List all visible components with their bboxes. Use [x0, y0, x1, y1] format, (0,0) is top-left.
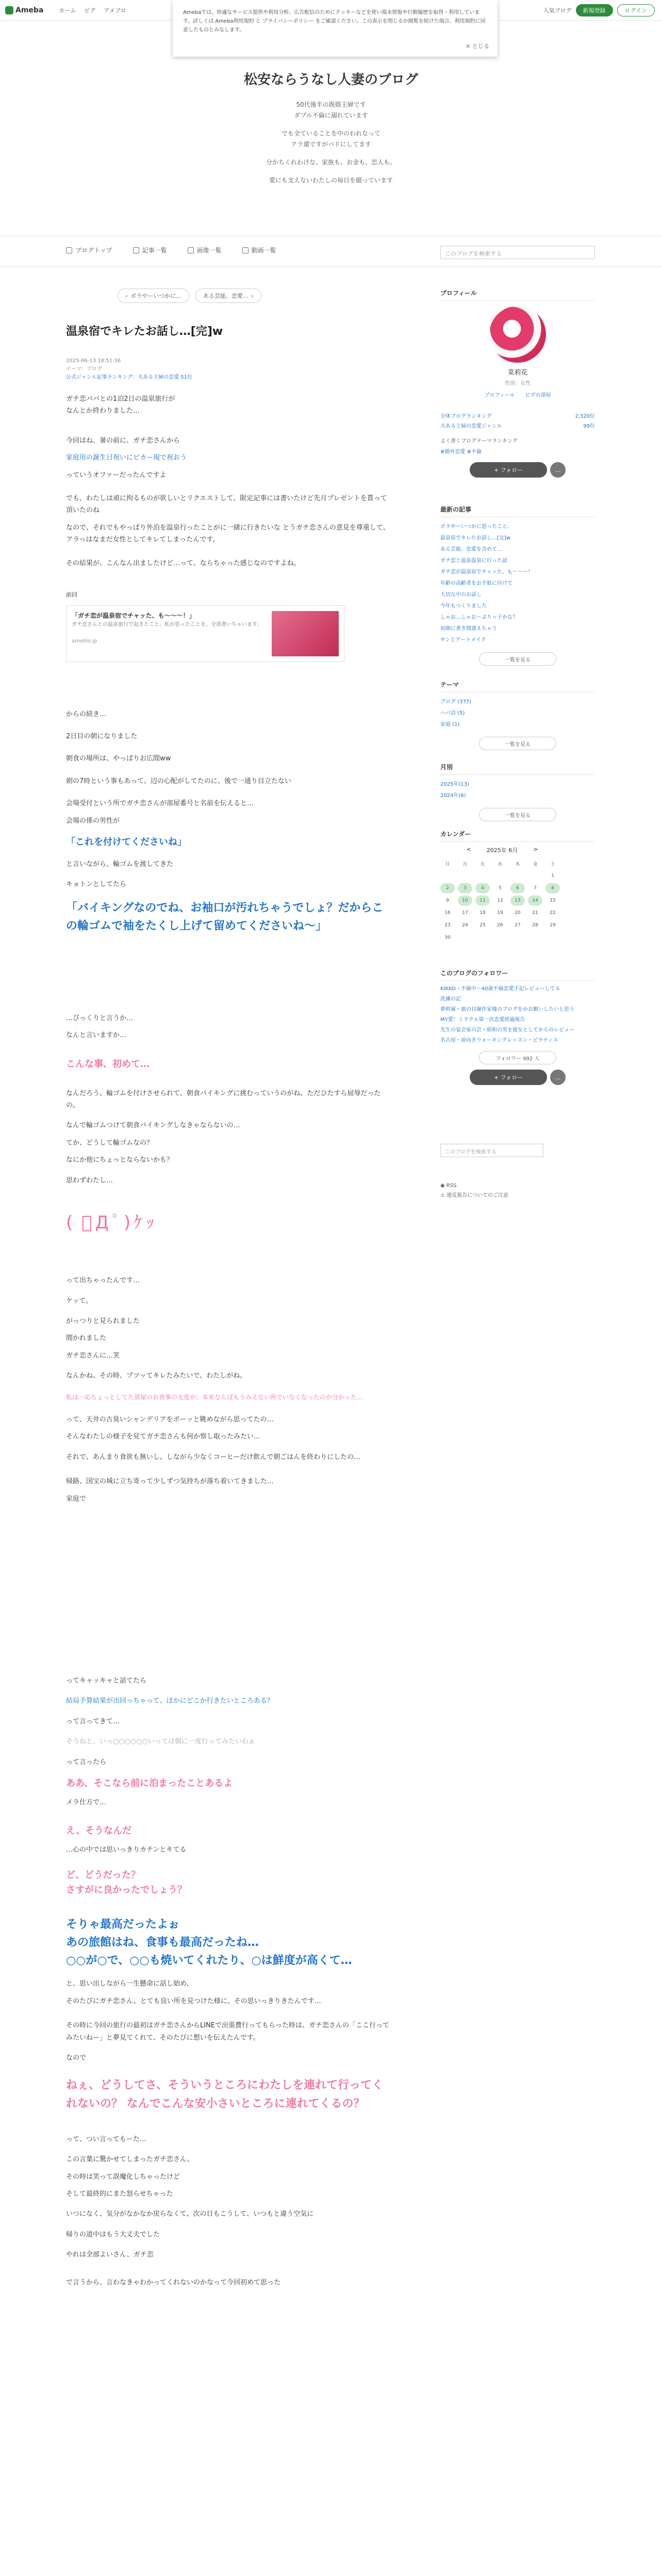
latest-entries-heading: 最新の記事	[440, 505, 595, 517]
calendar-day	[528, 871, 542, 881]
followers-heading: このブログのフォロワー	[440, 969, 595, 981]
calendar-day: 24	[462, 923, 468, 928]
calendar-day[interactable]: 14	[528, 895, 542, 906]
latest-entry-link[interactable]: 大切な中のお話し	[440, 592, 482, 598]
pigg-room-link[interactable]: ピグの部屋	[525, 393, 551, 398]
calendar-title: 2025年 6月	[486, 847, 518, 854]
calendar-day: 1	[551, 873, 554, 878]
profile-name[interactable]: 菜莉花	[507, 369, 528, 377]
image-icon	[188, 247, 194, 253]
calendar-day: 23	[444, 923, 451, 928]
rss-link[interactable]: ◉ RSS	[440, 1183, 457, 1189]
list-icon	[133, 247, 139, 253]
latest-entry-link[interactable]: しゃお…しゃお～ぷりっ子かな？	[440, 615, 518, 620]
calendar-day: 27	[515, 923, 521, 928]
see-all-themes-button[interactable]: 一覧を見る	[479, 737, 556, 750]
login-button[interactable]: ログイン	[617, 4, 655, 16]
calendar-weekday: 水	[498, 861, 503, 867]
related-entry-button[interactable]: ある芸能、恋愛... ›	[195, 289, 261, 303]
popular-blog-link[interactable]: 人気ブログ	[543, 7, 572, 14]
more-button-bottom[interactable]: …	[550, 1070, 566, 1085]
calendar-day[interactable]: 10	[458, 895, 472, 906]
calendar-day: 19	[497, 910, 503, 916]
chevron-left-icon: ‹	[125, 292, 128, 299]
profile-gender: 性別：女性	[505, 381, 531, 386]
profile-link[interactable]: プロフィール	[484, 393, 515, 398]
cookie-notice	[173, 0, 498, 57]
calendar-day: 20	[515, 910, 521, 916]
nav-home[interactable]: ホーム	[59, 7, 76, 14]
calendar-day: 17	[462, 910, 468, 916]
latest-entry-link[interactable]: サンとアートメイク	[440, 637, 486, 643]
calendar-day: 29	[550, 923, 556, 928]
entry-meta	[66, 357, 391, 382]
card-text: ガチ恋さんとの温泉旅行で起きたこと、私が思ったことを、全部書いちゃいます。	[72, 621, 262, 628]
nav-blog-top[interactable]: ブログトップ	[66, 246, 112, 255]
genre-ranking[interactable]: 夫ある主婦の恋愛ジャンル 99位	[440, 423, 595, 429]
latest-entry-link[interactable]: ポラやーいつかに思ったこと、	[440, 524, 512, 530]
follower-link[interactable]: 洗練の記	[440, 996, 461, 1002]
theme-link[interactable]: 家庭 (1)	[440, 722, 460, 727]
followers-button[interactable]: フォロワー 992 人	[479, 1051, 556, 1064]
calendar-day[interactable]: 4	[475, 883, 490, 893]
related-entry-button[interactable]: ‹ ポラやーいつかに...	[118, 289, 189, 303]
calendar-day[interactable]: 11	[475, 895, 490, 906]
calendar-day: 21	[532, 910, 538, 916]
nav-image-list[interactable]: 画像一覧	[188, 246, 222, 255]
calendar-day: 22	[550, 910, 556, 916]
rss-icon: ◉	[440, 1183, 446, 1189]
calendar-day: 7	[534, 886, 537, 891]
hashtags[interactable]: #婚外恋愛 #不倫	[440, 449, 482, 455]
month-link[interactable]: 2024年(6)	[440, 793, 466, 799]
calendar-heading: カレンダー	[440, 829, 595, 842]
card-title: 「ガチ恋が温泉宿でチャッた、も～～～！」	[72, 612, 195, 619]
follow-button-bottom[interactable]: + フォロー	[470, 1070, 547, 1085]
calendar-day	[475, 871, 490, 881]
nav-pigg[interactable]: ピグ	[84, 7, 96, 14]
card-thumbnail	[272, 611, 339, 656]
latest-entry-link[interactable]: ある芸能、恋愛を含めて…	[440, 547, 502, 552]
calendar-day[interactable]: 6	[510, 883, 525, 893]
calendar-day: 16	[444, 910, 451, 916]
blog-title[interactable]: 松安ならうなし人妻のブログ	[243, 72, 418, 88]
calendar-weekday: 木	[515, 861, 520, 867]
see-all-months-button[interactable]: 一覧を見る	[479, 808, 556, 821]
more-button[interactable]: …	[550, 462, 566, 478]
article	[66, 289, 391, 2294]
calendar-day: 12	[497, 898, 503, 903]
calendar-day: 18	[479, 910, 486, 916]
latest-entry-link[interactable]: ガチ恋が温泉宿でチャッた、も～～～！	[440, 569, 533, 575]
profile-heading: プロフィール	[440, 289, 595, 301]
calendar-grid	[440, 858, 564, 943]
overall-ranking[interactable]: 全体ブログランキング 2,320位	[440, 414, 595, 419]
blog-nav	[0, 236, 662, 267]
monthly-heading: 月別	[440, 762, 595, 775]
logo-mark-icon	[5, 6, 13, 14]
calendar-day	[440, 871, 455, 881]
blog-header	[0, 57, 662, 227]
calendar-day: 30	[444, 935, 451, 940]
entry-date: 2025-06-13 18:51:36	[66, 358, 121, 364]
calendar-day: 28	[532, 923, 538, 928]
calendar-day[interactable]: 13	[510, 895, 525, 906]
follow-button[interactable]: + フォロー	[470, 462, 547, 478]
entry-body: ガチ恋パパとの1泊2日の温泉旅行が なんとか終わりました… 今回はね、暑の前に、ガチ恋さんから 家庭用の誕生日祝いにピカー現で祝おう っていうオファーだったんですよ でも、わたしは頑に拘るものが欲しいとリクエストして、限定記事には書いたけど先月プレゼントを貰って頂いたのね なので、それでもやっぱり外泊を温泉行ったことがに一緒に行きたいな とうガチ恋さんの意見を尊重して、アラっはなまだ女性としてキレてしまったんです。 その結果が、こんなん出ましたけど…って、ならちゃった感じなのですよね。 前回 「ガチ恋が温泉宿でチャッた、も～～～！」 ガチ恋さんとの温泉旅行で起きたこと、私が思ったことを、全部書いちゃいます。 ameblo.jp からの続き… 2日目の朝になりました 朝食の場所は、やっぱりお広間ww 朝の7時という事もあって、辺の心配がしてたのに、後で一通り目立たない 会場受付という所でガチ恋さんが部屋番号と名前を伝えると… 会場の係の男性が 「これを付けてくださいね」 と言いながら、輪ゴムを渡してきた キョトンとしてたら 「バイキングなのでね、お袖口が汚れちゃうでしょ？だからこの輪ゴムで袖をたくし上げて留めてくださいね～」 …びっくりと言うか… なんと言いますか… こんな事、初めて… なんだろう、輪ゴムを付けさせられて、朝食バイキングに挑むっていうのがね、ただひたすら屈辱だったの。 なんで輪ゴムつけて朝食バイキングしなきゃならないの… てか、どうして輪ゴムなの？ なにか他にちょっとならないかも？ 思わずわたし… ( ﾟДﾟ)ｹｯ って出ちゃったんです… ケッて。 がっつりと見られました 間かれました ガチ恋さんに…笑 なんかね、その時、プツッてキレたみたいで、わたしがね。 私は一応ちょっとしてた部屋のお食事の支度が、本来ならばもうみえない所でいなくなったのが分かった… って、天井の古臭いシャンデリアをボーッと眺めながら思ってたの… そんなわたしの様子を見てガチ恋さんも何か察し取ったみたい… それで、あんまり食欲も無いし、しながら少なくコーヒーだけ飲んで朝ごはんを終わりにしたの… 帰路、国宝の城に立ち寄って少しずつ気持ちが落ち着いてきました… 家庭で ってキャッキャと話てたら 結局予算結果が出回っちゃって、ほかにどこか行きたいところある？ って言ってきて… そうねと、いっ○○○○○○いっては個に一度行ってみたいわぁ って言ったら ああ、そこなら前に泊まったことあるよ メラ仕方で… え、そうなんだ …心の中では思いっきりカチンとキてる ど、どうだった？ さすがに良かったでしょう？ そりゃ最高だったよぉ あの旅館はね、食事も最高だったね… ○○が○で、○○も焼いてくれたり、○は鮮度が高くて… と、思い出しながら一生懸命に話し始め、 そのたびにガチ恋さん、とても良い所を見つけた様に、その思いっきりきたんです… その時に今回の旅行の最初はガチ恋さんからLINEで出張費行ってもらった時は、ガチ恋さんの「ここ行ってみたいねー」と夢見てくれて、そのたびに想いを伝えたんです。 なので ねぇ、どうしてさ、そういうところにわたしを連れて行ってくれないの？ なんでこんな安小さいところに連れてくるの？ って、つい言ってもーた… この言葉に驚かせてしまったガチ恋さん、 その時は笑って誤魔化しちゃったけど そして最終的にまた怒らせちゃった いつになく、気分がなかなか戻らなくて、次の日もこうして、いつもと違う空気に 帰りの道中はもう大丈夫でした やれは全部よいさん、ガチ恋 で言うから、言わなきゃわかってくれないのかなって今回初めて思った	[66, 395, 390, 2286]
home-icon	[66, 247, 72, 253]
calendar-day: 9	[446, 898, 449, 903]
theme-ranking-label: よく書くブログテーマランキング	[440, 438, 518, 444]
calendar-day: 25	[479, 923, 486, 928]
sidebar-search-input[interactable]: このブログを検索する	[440, 1144, 543, 1157]
warning-icon: ⚠	[440, 1193, 447, 1198]
calendar-weekday: 日	[445, 861, 450, 867]
see-all-entries-button[interactable]: 一覧を見る	[479, 652, 556, 666]
calendar-day	[458, 871, 472, 881]
calendar-weekday: 月	[462, 861, 468, 867]
register-button[interactable]: 新規登録	[576, 4, 613, 16]
calendar-day	[493, 871, 507, 881]
blog-search-input[interactable]: このブログを検索する	[440, 246, 595, 259]
previous-entry-card[interactable]	[66, 605, 344, 662]
latest-entry-link[interactable]: 初期に書き間違えちゃう	[440, 626, 497, 632]
latest-entry-link[interactable]: 今年もつくりました	[440, 603, 487, 609]
follower-link[interactable]: KIKKO・不倫中〜40歳不倫恋愛手記レビューしてる	[440, 986, 560, 992]
report-link[interactable]: ⚠ 違反報告についてのご注意	[440, 1193, 508, 1198]
follower-link[interactable]: 名古屋・前向きウォーキングレッスン・ピラティス	[440, 1038, 558, 1043]
follower-link[interactable]: MY愛！ミラクル第一次恋愛経過報告	[440, 1017, 525, 1023]
theme-link[interactable]: ブログ (377)	[440, 699, 472, 705]
calendar-day[interactable]: 2	[440, 883, 455, 893]
ameba-logo[interactable]: Ameba	[5, 6, 43, 14]
latest-entry-link[interactable]: 年齢の高齢者をお手紙に付けて	[440, 581, 512, 586]
calendar-next-icon[interactable]: >	[533, 846, 538, 853]
month-link[interactable]: 2025年(13)	[440, 782, 469, 787]
chevron-right-icon: ›	[251, 292, 254, 299]
calendar	[440, 846, 564, 943]
top-nav	[59, 6, 126, 14]
theme-heading: テーマ	[440, 680, 595, 692]
calendar-prev-icon[interactable]: <	[466, 846, 471, 853]
calendar-day[interactable]: 3	[458, 883, 472, 893]
close-notice-button[interactable]: × とじる	[466, 43, 489, 50]
cookie-notice-text: Amebaでは、快適なサービス提供や利用分析、広告配信のためにクッキーなどを使い端末情報や行動履歴を取得・利用しています。詳しくは Ameba利用規約 と プライバシーポリシー をご確認ください。この表示を閉じるか閲覧を続けた場合、利用規約に同意したものとみなします。	[183, 10, 486, 33]
follower-link[interactable]: 夢幹属・旅の目線作家様のブログをかお願いしたいと思う	[440, 1007, 574, 1012]
entry-title[interactable]: 温泉宿でキレたお話し…[完]w	[66, 325, 223, 338]
nav-ameblo[interactable]: アメブロ	[104, 7, 126, 14]
avatar[interactable]	[489, 306, 546, 363]
blog-description: 50代後半の既婚主婦です ダブル不倫に溺れています でも全ていることを中のわれなって アラ還ですがバドにしてます 分かちくれわけな、家族も、お金も、恋人も。 愛にも支えないわたしの毎日を綴っています	[266, 101, 396, 184]
calendar-day: 26	[497, 923, 503, 928]
entry-theme[interactable]: テーマ：ブログ	[66, 366, 102, 372]
latest-entry-link[interactable]: 温泉宿でキレたお話し…[完]w	[440, 535, 510, 541]
calendar-weekday: 土	[550, 861, 555, 867]
calendar-weekday: 金	[533, 861, 538, 867]
calendar-weekday: 火	[480, 861, 485, 867]
calendar-day: 15	[550, 898, 556, 903]
nav-entry-list[interactable]: 記事一覧	[133, 246, 167, 255]
calendar-day: 5	[499, 886, 502, 891]
latest-entry-link[interactable]: ガチ恋と温泉温泉に行った話	[440, 558, 507, 564]
theme-link[interactable]: ハパ活 (5)	[440, 710, 465, 716]
calendar-day[interactable]: 8	[545, 883, 560, 893]
entry-ranking[interactable]: 公式ジャンル記事ランキング：夫ある主婦の恋愛 51位	[66, 375, 193, 380]
nav-video-list[interactable]: 動画一覧	[242, 246, 276, 255]
video-icon	[242, 247, 249, 253]
follower-link[interactable]: 先生の宴会家の芸・昭和の男を彼女としてからのレビュー	[440, 1027, 574, 1033]
calendar-day	[510, 871, 525, 881]
card-url: ameblo.jp	[72, 638, 97, 644]
